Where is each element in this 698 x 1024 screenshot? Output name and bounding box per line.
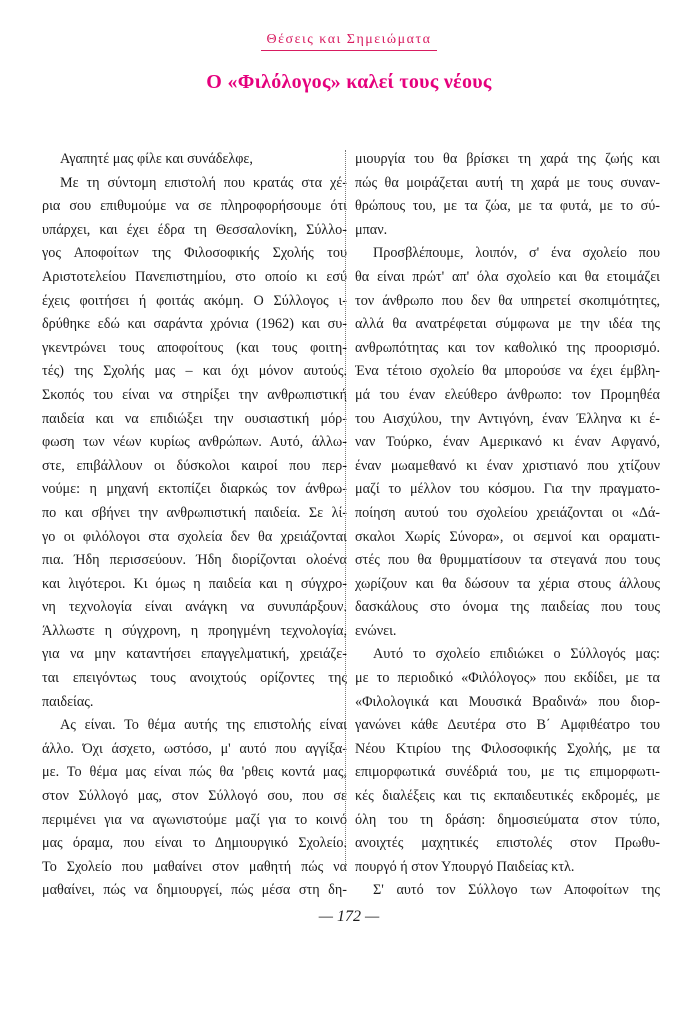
text-line: γανώνει κάθε Δευτέρα στο Β΄ Αμφιθέατρο του xyxy=(355,717,660,734)
text-line: ται επειγόντως τους ανοιχτούς ορίζοντες της xyxy=(42,670,347,687)
text-line: μπαν. xyxy=(355,221,388,238)
text-line: μαζί το μέλλον του κόσμου. Για την πραγματο- xyxy=(355,481,660,498)
text-line: ανθρωπότητας και τον καθολικό της προορισμό. xyxy=(355,339,660,356)
text-line: Αυτό το σχολείο επιδιώκει ο Σύλλογός μας: xyxy=(373,646,660,663)
left-text-column xyxy=(42,148,347,903)
text-line: γκεντρώνει τους αποφοίτους (και τους φοιτη- xyxy=(42,339,347,356)
text-line: ενώνει. xyxy=(355,622,397,639)
text-line: του Αισχύλου, την Αντιγόνη, έναν Έλληνα κι έ- xyxy=(355,410,660,427)
text-line: θα είναι πρώτ' απ' όλα σχολείο και θα ετοιμάζει xyxy=(355,268,660,285)
text-line: υπάρχει, και έχει έδρα τη Θεσσαλονίκη, Σύλλο- xyxy=(42,221,347,238)
text-line: Σκοπός του είναι να στηρίξει την ανθρωπιστική xyxy=(42,386,347,403)
running-header xyxy=(0,30,698,51)
text-line: και λιγότεροι. Κι όμως η παιδεία και η σύγχρο- xyxy=(42,575,347,592)
text-line: τές) της Σχολής μας – και όχι μόνον αυτούς. xyxy=(42,363,347,380)
text-line: γος Αποφοίτων της Φιλοσοφικής Σχολής του xyxy=(42,245,347,262)
text-line: πια. Ήδη περισσεύουν. Ήδη διορίζονται ολοένα xyxy=(42,552,347,569)
text-line: φωση των νέων κυρίως ανθρώπων. Αυτό, άλλω- xyxy=(42,434,347,451)
column-divider xyxy=(345,150,346,870)
text-line: περιμένει για να αγωνιστούμε μαζί για το κοινό xyxy=(42,811,347,828)
text-line: επιμορφωτικά συνέδριά του, με τις επιμορφωτι- xyxy=(355,764,660,781)
text-line: αλλά θα ανατρέφεται σύμφωνα με την ιδέα της xyxy=(355,316,660,333)
text-line: θρώπους του, με τα ζώα, με τα φυτά, με το σύ- xyxy=(355,198,660,215)
text-line: στον Σύλλογό μας, στον Σύλλογό σου, που σε xyxy=(42,788,347,805)
right-text-column xyxy=(355,148,660,903)
page-number: — 172 — xyxy=(318,908,380,925)
text-line: Αγαπητέ μας φίλε και συνάδελφε, xyxy=(60,151,253,167)
text-line: για να μην καταντήσει επαγγελματική, χρειάζε- xyxy=(42,646,347,663)
text-line: μαθαίνει, πώς να δημιουργεί, πώς μέσα στη δη- xyxy=(42,882,347,899)
text-line: ναν Τούρκο, έναν Αμερικανό κι έναν Αφγανό, xyxy=(355,434,660,451)
text-line: πώς θα μοιράζεται αυτή τη χαρά με τους συναν- xyxy=(355,174,660,191)
text-line: με. Το θέμα μας είναι πώς θα 'ρθεις κοντά μας, xyxy=(42,764,347,781)
text-line: Σ' αυτό τον Σύλλογο των Αποφοίτων της xyxy=(373,882,660,899)
text-line: τον άνθρωπο που δεν θα υπηρετεί σκοπιμότητες, xyxy=(355,292,660,309)
text-line: νη τεχνολογία είναι ανάγκη να συνυπάρξουν. xyxy=(42,599,347,616)
article-title: Ο «Φιλόλογος» καλεί τους νέους xyxy=(206,71,492,93)
text-line: ποίηση αυτού του σχολείου χρειάζονται οι «Δά- xyxy=(355,504,660,521)
text-line: στές που θα θρυμματίσουν τα στεγανά που τους xyxy=(355,552,660,569)
text-line: μά του έναν ελεύθερο άνθρωπο: τον Προμηθέα xyxy=(355,386,660,403)
text-line: Ένα τέτοιο σχολείο θα μπορούσε να έχει έμβλη- xyxy=(355,363,660,380)
text-line: παιδεία και να επιδιώξει την ουσιαστική μόρ- xyxy=(42,410,347,427)
section-label: Θέσεις και Σημειώματα xyxy=(261,32,438,51)
text-line: Το Σχολείο που μαθαίνει στον μαθητή πώς να xyxy=(42,858,347,875)
text-line: δασκάλους στο όνομα της παιδείας που τους xyxy=(355,599,660,616)
text-line: ρια σου επιθυμούμε να σε πληροφορήσουμε ότι xyxy=(42,198,347,215)
text-line: Ας είναι. Το θέμα αυτής της επιστολής είναι xyxy=(60,717,347,734)
text-line: Αριστοτελείου Πανεπιστημίου, στο οποίο κι εσύ xyxy=(42,268,347,285)
text-line: Νέου Κτιρίου της Φιλοσοφικής Σχολής, με τα xyxy=(355,740,660,757)
text-line: πουργό ή στον Υπουργό Παιδείας κτλ. xyxy=(355,858,575,875)
text-line: άλλο. Όχι άσχετο, ωστόσο, μ' αυτό που αγγίξα- xyxy=(42,740,347,757)
text-line: «Φιλολογικά και Μουσικά Βραδινά» που διορ- xyxy=(355,693,660,710)
text-line: Άλλωστε η σύγχρονη, η προηγμένη τεχνολογία, xyxy=(42,622,347,639)
text-line: Με τη σύντομη επιστολή που κρατάς στα χέ- xyxy=(60,174,347,191)
text-line: σκαλοι Χωρίς Σύνορα», οι σεμνοί και οραματι- xyxy=(355,528,660,545)
text-line: έναν μωαμεθανό κι έναν χριστιανό που χτίζουν xyxy=(355,457,660,474)
text-line: μιουργία του θα βρίσκει τη χαρά της ζωής και xyxy=(355,151,660,167)
text-line: ανοιχτές μαχητικές επιστολές στον Πρωθυ- xyxy=(355,835,660,852)
text-line: όλη του τη δράση: δημοσιεύματα στον τύπο, xyxy=(355,811,660,828)
text-line: χωρίζουν και θα δώσουν τα χέρια στους άλλους xyxy=(355,575,660,592)
text-line: πο και σβήνει την ανθρωπιστική παιδεία. Σε λί- xyxy=(42,504,347,521)
text-line: έχεις φοιτήσει ή φοιτάς ακόμη. Ο Σύλλογος ι- xyxy=(42,292,347,309)
text-line: κές διαλέξεις και τις εκπαιδευτικές εκδρομές, με xyxy=(355,788,660,805)
text-line: νούμε: η μηχανή εκτοπίζει διαρκώς τον άνθρω- xyxy=(42,481,347,498)
text-line: στε, επιβάλλουν οι δύσκολοι καιροί που περ- xyxy=(42,457,347,474)
text-line: δρύθηκε εδώ και σαράντα χρόνια (1962) και συ- xyxy=(42,316,347,333)
text-line: γο οι φιλόλογοι στα σχολεία δεν θα χρειάζονται xyxy=(42,528,347,545)
text-line: Προσβλέπουμε, λοιπόν, σ' ένα σχολείο που xyxy=(373,245,660,262)
text-line: μας όραμα, που είναι το Δημιουργικό Σχολείο. xyxy=(42,835,347,852)
text-line: με το περιοδικό «Φιλόλογος» που εκδίδει, με τα xyxy=(355,670,660,687)
text-line: παιδείας. xyxy=(42,693,94,710)
